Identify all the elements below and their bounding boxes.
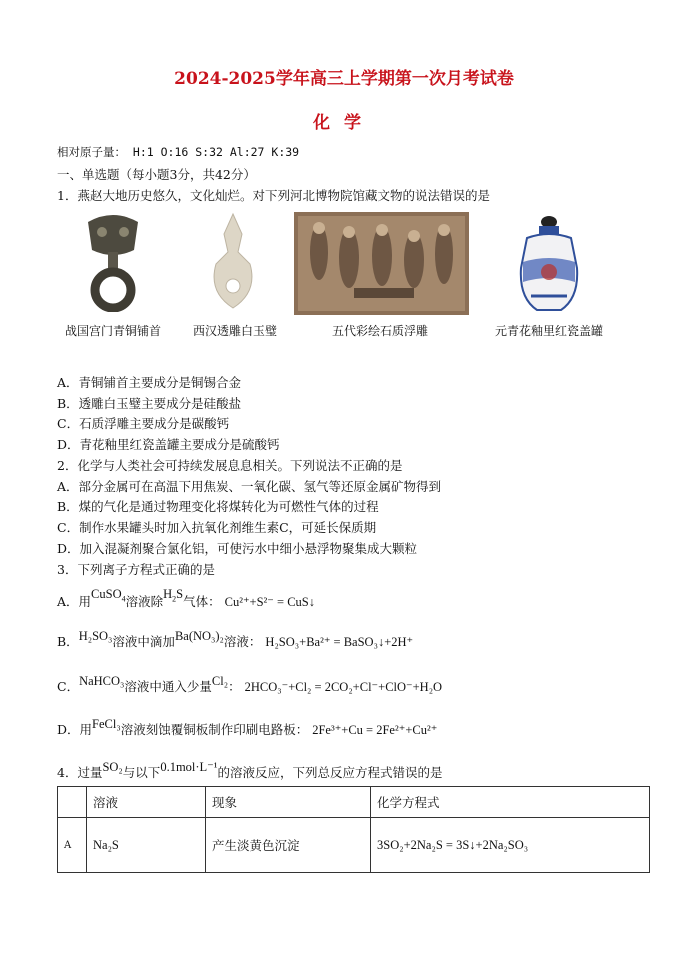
- table-cell: A: [58, 818, 87, 873]
- q1-option-b: B．透雕白玉璧主要成分是硅酸盐: [57, 396, 242, 411]
- table-cell: Na₂S: [87, 818, 206, 873]
- q1-stem: 1．燕赵大地历史悠久，文化灿烂。对下列河北博物院馆藏文物的说法错误的是: [57, 188, 490, 203]
- stone-relief-image: [294, 212, 469, 315]
- q1-option-a: A．青铜铺首主要成分是铜锡合金: [57, 375, 242, 390]
- table-header-cell: 溶液: [87, 787, 206, 818]
- reagent-formula: CuSO$_4$: [91, 587, 126, 604]
- q4-stem: 4．过量SO₂与以下0.1mol·L⁻¹的溶液反应，下列总反应方程式错误的是: [57, 760, 443, 780]
- table-cell: 产生淡黄色沉淀: [206, 818, 371, 873]
- atomic-masses: 相对原子量： H:1 O:16 S:32 Al:27 K:39: [57, 145, 300, 159]
- caption-porcelain-jar: 元青花釉里红瓷盖罐: [494, 324, 603, 338]
- table-header-row: [58, 787, 650, 818]
- equation: Cu²⁺+S²⁻ = CuS↓: [224, 595, 315, 609]
- page-title: 2024-2025学年高三上学期第一次月考试卷: [174, 69, 514, 89]
- q1-option-d: D．青花釉里红瓷盖罐主要成分是硫酸钙: [57, 437, 280, 452]
- q3-option-b: B．H₂SO₃溶液中滴加Ba(NO₃)₂溶液： H₂SO₃+Ba²⁺ = BaSO₃↓+2H⁺: [57, 629, 414, 649]
- table-header-cell: 化学方程式: [371, 787, 650, 818]
- q2-option-c: C．制作水果罐头时加入抗氧化剂维生素C，可延长保质期: [57, 520, 377, 535]
- q2-option-d: D．加入混凝剂聚合氯化铝，可使污水中细小悬浮物聚集成大颗粒: [57, 541, 418, 556]
- equation: 2Fe³⁺+Cu = 2Fe²⁺+Cu²⁺: [312, 723, 438, 737]
- q4-table: [57, 786, 650, 873]
- gas-formula: $H_2S$: [163, 587, 184, 604]
- caption-stone-relief: 五代彩绘石质浮雕: [331, 324, 428, 338]
- subject-title: 化学: [313, 113, 375, 133]
- equation: H₂SO₃+Ba²⁺ = BaSO₃↓+2H⁺: [265, 635, 414, 649]
- porcelain-jar-image: [513, 212, 585, 314]
- table-cell: 3SO₂+2Na₂S = 3S↓+2Na₂SO₃: [371, 818, 650, 873]
- q3-option-d: D．用FeCl₃溶液刻蚀覆铜板制作印刷电路板： 2Fe³⁺+Cu = 2Fe²⁺+Cu²⁺: [57, 717, 438, 737]
- q3-option-c: C．NaHCO₃溶液中通入少量Cl₂： 2HCO₃⁻+Cl₂ = 2CO₂+Cl⁻+ClO⁻+H₂O: [57, 674, 443, 694]
- table-header-cell: 现象: [206, 787, 371, 818]
- q1-option-c: C．石质浮雕主要成分是碳酸钙: [57, 416, 230, 431]
- caption-bronze-knocker: 战国宫门青铜铺首: [64, 324, 161, 338]
- q2-option-b: B．煤的气化是通过物理变化将煤转化为可燃性气体的过程: [57, 499, 379, 514]
- jade-bi-image: [206, 212, 260, 312]
- q2-option-a: A．部分金属可在高温下用焦炭、一氧化碳、氢气等还原金属矿物得到: [57, 479, 442, 494]
- q3-option-a: A．用CuSO$_4$溶液除$H_2S$气体： Cu²⁺+S²⁻ = CuS↓: [57, 587, 315, 609]
- table-row: [58, 818, 650, 873]
- q3-stem: 3．下列离子方程式正确的是: [57, 562, 215, 577]
- bronze-knocker-image: [80, 212, 146, 312]
- section-heading: 一、单选题（每小题3分，共42分）: [57, 167, 256, 182]
- caption-jade-bi: 西汉透雕白玉璧: [192, 324, 277, 338]
- equation: 2HCO₃⁻+Cl₂ = 2CO₂+Cl⁻+ClO⁻+H₂O: [244, 680, 443, 694]
- q2-stem: 2．化学与人类社会可持续发展息息相关。下列说法不正确的是: [57, 458, 403, 473]
- table-header-cell: [58, 787, 87, 818]
